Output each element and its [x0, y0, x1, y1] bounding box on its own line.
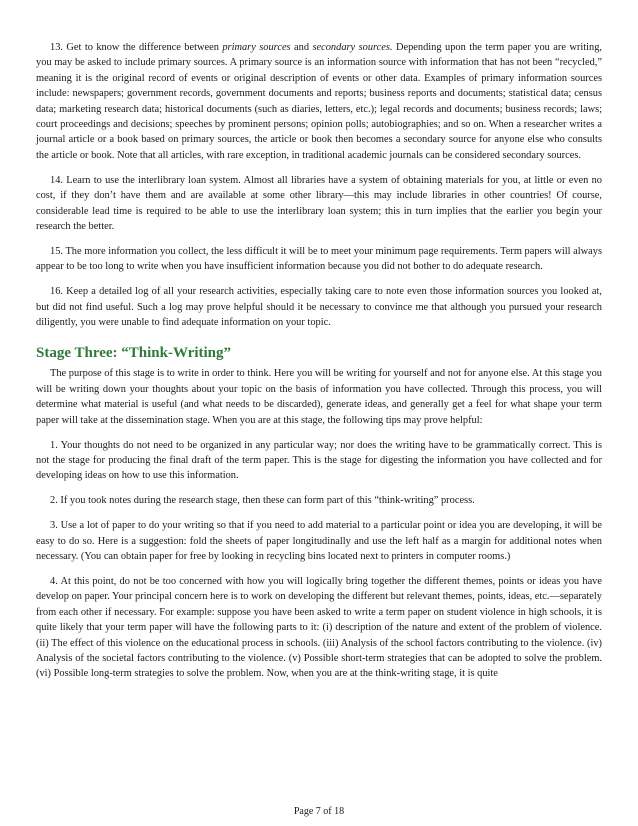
- paragraph-13: [36, 40, 602, 163]
- section-intro: The purpose of this stage is to write in order to think. Here you will be writing for yourself and not for anyone else. At this stage you will be writing down your thoughts about your topic on the basis of information you have collected. Through this process, you will determine what material is useful (and what needs to be discarded), generate ideas, and generally get a feel for what shape your term paper will take at the dissemination stage. When you are at this stage, the following tips may prove helpful:: [36, 368, 602, 426]
- tip-3: 3. Use a lot of paper to do your writing so that if you need to add material to a particular point or idea you are developing, it will be easy to do so. Here is a suggestion: fold the sheets of paper longitudinally and use the left half as a margin for additional notes when necessary. (You can obtain paper for free by looking in recycling bins located next to printers in computer rooms.): [36, 520, 602, 562]
- p13-primary-sources: primary sources: [222, 42, 291, 53]
- p13-secondary-sources: secondary sources.: [312, 42, 393, 53]
- paragraph-14: 14. Learn to use the interlibrary loan system. Almost all libraries have a system of obtaining materials for you, at little or even no cost, if they don’t have them and are available at some other library—this may include libraries in other countries! Of course, considerable lead time is required to be able to use the interlibrary loan system; this in turn implies that the earlier you begin your research the better.: [36, 174, 602, 232]
- document-body: [36, 40, 602, 691]
- paragraph-16: 16. Keep a detailed log of all your research activities, especially taking care to note even those information sources you looked at, but did not find useful. Such a log may prove helpful should it be necessary to convince me that although you pursued your research diligently, you were unable to find adequate information on your topic.: [36, 286, 602, 328]
- tip-4: 4. At this point, do not be too concerned with how you will logically bring together the different themes, points or ideas you have develop on paper. Your principal concern here is to work on developing the different but relevant themes, points, ideas, etc.—separately from each other if necessary. For example: suppose you have been asked to write a term paper on student violence in high schools, it is quite likely that your term paper will have the following parts to it: (i) description of the nature and extent of the problem of violence. (ii) The effect of this violence on the educational process in schools. (iii) Analysis of the school factors contributing to the violence. (iv) Analysis of the societal factors contributing to the violence. (v) Possible short-term strategies that can be adopted to solve the problem. (vi) Possible long-term strategies to solve the problem. Now, when you are at the think-writing stage, it is quite: [36, 575, 602, 680]
- section-heading: Stage Three: “Think-Writing”: [36, 345, 232, 362]
- paragraph-15: 15. The more information you collect, the less difficult it will be to meet your minimum page requirements. Term papers will always appear to be too long to write when you have insufficient information because you did not bother to do adequate research.: [36, 245, 602, 273]
- p13-lead: 13. Get to know the difference between: [50, 42, 223, 53]
- tip-2: 2. If you took notes during the research stage, then these can form part of this “think-writing” process.: [50, 495, 475, 507]
- tip-1: 1. Your thoughts do not need to be organized in any particular way; nor does the writing have to be grammatically correct. This is not the stage for producing the final draft of the term paper. This is the stage for digesting the information you have collected and for developing ideas on how to use this information.: [36, 439, 602, 482]
- page-number: Page 7 of 18: [293, 806, 345, 817]
- p13-mid: and: [290, 42, 313, 53]
- p13-rest: Depending upon the term paper you are writing, you may be asked to include primary sources. A primary source is an information source with information that has not been “recycled,” meaning it is the original record of events or original description of events or other data. Examples of primary information sources include: newspapers; government records, government documents and reports; business reports and documents; statistical data; census data; marketing research data; historical documents (such as diaries, letters, etc.); legal records and documents; business records; laws; court proceedings and decisions; speeches by prominent persons; opinion polls; autobiographies; and so on. When a researcher writes a journal article or a book based on primary sources, the article or book then becomes a secondary source for anyone else who consults the article or book. Note that all articles, with rare exception, in traditional academic journals can be considered secondary sources.: [36, 42, 603, 161]
